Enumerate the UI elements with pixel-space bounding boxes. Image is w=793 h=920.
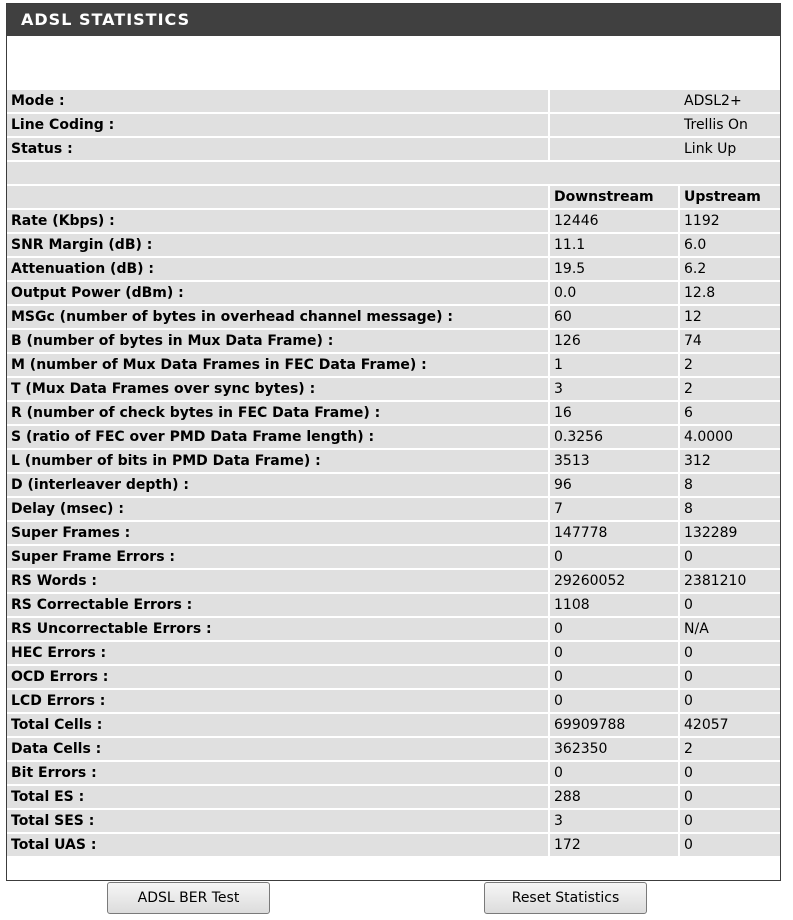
upstream-value: 2 [678, 738, 780, 760]
stat-row [7, 690, 780, 712]
stat-label: OCD Errors : [7, 666, 548, 688]
downstream-value: 96 [548, 474, 678, 496]
stat-row [7, 642, 780, 664]
stat-label: Super Frame Errors : [7, 546, 548, 568]
info-value: Trellis On [548, 114, 780, 136]
downstream-value: 0 [548, 690, 678, 712]
downstream-value: 7 [548, 498, 678, 520]
downstream-value: 0 [548, 546, 678, 568]
upstream-value: 12 [678, 306, 780, 328]
info-value: ADSL2+ [548, 90, 780, 112]
upstream-value: 0 [678, 810, 780, 832]
adsl-ber-test-button[interactable]: ADSL BER Test [107, 882, 270, 914]
stat-row [7, 282, 780, 304]
spacer-row [7, 162, 780, 184]
stat-row [7, 834, 780, 856]
stat-row [7, 762, 780, 784]
stat-row [7, 618, 780, 640]
upstream-value: N/A [678, 618, 780, 640]
stat-label: Total UAS : [7, 834, 548, 856]
stat-label: Super Frames : [7, 522, 548, 544]
stat-label: Total Cells : [7, 714, 548, 736]
stat-row [7, 474, 780, 496]
stat-label: D (interleaver depth) : [7, 474, 548, 496]
stat-row [7, 426, 780, 448]
upstream-value: 6.2 [678, 258, 780, 280]
downstream-value: 16 [548, 402, 678, 424]
downstream-header: Downstream [548, 186, 678, 208]
stat-row [7, 738, 780, 760]
upstream-value: 12.8 [678, 282, 780, 304]
stat-row [7, 810, 780, 832]
upstream-value: 0 [678, 666, 780, 688]
downstream-value: 3 [548, 378, 678, 400]
downstream-value: 69909788 [548, 714, 678, 736]
downstream-value: 3 [548, 810, 678, 832]
stat-row [7, 570, 780, 592]
spacer-cell [7, 162, 780, 184]
upstream-value: 74 [678, 330, 780, 352]
downstream-value: 172 [548, 834, 678, 856]
downstream-value: 3513 [548, 450, 678, 472]
info-label: Mode : [7, 90, 548, 112]
panel-title: ADSL STATISTICS [7, 4, 780, 36]
upstream-value: 0 [678, 690, 780, 712]
downstream-value: 0 [548, 666, 678, 688]
stat-row [7, 378, 780, 400]
stat-label: Data Cells : [7, 738, 548, 760]
stat-label: RS Uncorrectable Errors : [7, 618, 548, 640]
upstream-value: 4.0000 [678, 426, 780, 448]
upstream-value: 132289 [678, 522, 780, 544]
stat-row [7, 666, 780, 688]
downstream-value: 1 [548, 354, 678, 376]
downstream-value: 288 [548, 786, 678, 808]
upstream-value: 42057 [678, 714, 780, 736]
reset-statistics-button[interactable]: Reset Statistics [484, 882, 647, 914]
upstream-value: 0 [678, 546, 780, 568]
stat-label: HEC Errors : [7, 642, 548, 664]
upstream-value: 312 [678, 450, 780, 472]
downstream-value: 19.5 [548, 258, 678, 280]
downstream-value: 0.3256 [548, 426, 678, 448]
upstream-value: 0 [678, 762, 780, 784]
stat-row [7, 594, 780, 616]
downstream-value: 0 [548, 762, 678, 784]
info-row [7, 138, 780, 160]
upstream-value: 0 [678, 594, 780, 616]
stat-label: RS Words : [7, 570, 548, 592]
upstream-value: 2 [678, 354, 780, 376]
stat-label: MSGc (number of bytes in overhead channel message) : [7, 306, 548, 328]
stat-label: LCD Errors : [7, 690, 548, 712]
stat-label: B (number of bytes in Mux Data Frame) : [7, 330, 548, 352]
column-header-row [7, 186, 780, 208]
upstream-header: Upstream [678, 186, 780, 208]
upstream-value: 8 [678, 498, 780, 520]
info-label: Line Coding : [7, 114, 548, 136]
upstream-value: 0 [678, 786, 780, 808]
stat-row [7, 330, 780, 352]
column-header-section [7, 186, 780, 208]
stat-label: Bit Errors : [7, 762, 548, 784]
stat-label: Rate (Kbps) : [7, 210, 548, 232]
header-gap [7, 36, 780, 88]
downstream-value: 147778 [548, 522, 678, 544]
stat-label: Total ES : [7, 786, 548, 808]
stat-label: Attenuation (dB) : [7, 258, 548, 280]
stat-row [7, 354, 780, 376]
stat-label: Delay (msec) : [7, 498, 548, 520]
info-section [7, 90, 780, 160]
upstream-value: 1192 [678, 210, 780, 232]
upstream-value: 0 [678, 834, 780, 856]
upstream-value: 6.0 [678, 234, 780, 256]
stat-label: SNR Margin (dB) : [7, 234, 548, 256]
stat-label: Output Power (dBm) : [7, 282, 548, 304]
info-row [7, 90, 780, 112]
downstream-value: 12446 [548, 210, 678, 232]
spacer-section [7, 162, 780, 184]
stat-row [7, 546, 780, 568]
stat-label: M (number of Mux Data Frames in FEC Data Frame) : [7, 354, 548, 376]
upstream-value: 0 [678, 642, 780, 664]
downstream-value: 0 [548, 642, 678, 664]
upstream-value: 8 [678, 474, 780, 496]
stat-label: L (number of bits in PMD Data Frame) : [7, 450, 548, 472]
stat-label: S (ratio of FEC over PMD Data Frame length) : [7, 426, 548, 448]
info-value: Link Up [548, 138, 780, 160]
stats-table [7, 88, 780, 858]
downstream-value: 1108 [548, 594, 678, 616]
info-row [7, 114, 780, 136]
stat-row [7, 306, 780, 328]
stat-row [7, 402, 780, 424]
column-header-blank [7, 186, 548, 208]
stat-label: RS Correctable Errors : [7, 594, 548, 616]
stat-row [7, 786, 780, 808]
stats-section [7, 210, 780, 856]
stat-row [7, 522, 780, 544]
upstream-value: 6 [678, 402, 780, 424]
downstream-value: 126 [548, 330, 678, 352]
downstream-value: 0.0 [548, 282, 678, 304]
stat-row [7, 498, 780, 520]
stat-label: R (number of check bytes in FEC Data Frame) : [7, 402, 548, 424]
info-label: Status : [7, 138, 548, 160]
stat-label: T (Mux Data Frames over sync bytes) : [7, 378, 548, 400]
downstream-value: 60 [548, 306, 678, 328]
adsl-statistics-panel [6, 3, 781, 881]
stat-row [7, 234, 780, 256]
stat-row [7, 210, 780, 232]
downstream-value: 0 [548, 618, 678, 640]
stat-row [7, 258, 780, 280]
upstream-value: 2 [678, 378, 780, 400]
downstream-value: 11.1 [548, 234, 678, 256]
upstream-value: 2381210 [678, 570, 780, 592]
stat-row [7, 450, 780, 472]
stat-label: Total SES : [7, 810, 548, 832]
stat-row [7, 714, 780, 736]
downstream-value: 362350 [548, 738, 678, 760]
downstream-value: 29260052 [548, 570, 678, 592]
